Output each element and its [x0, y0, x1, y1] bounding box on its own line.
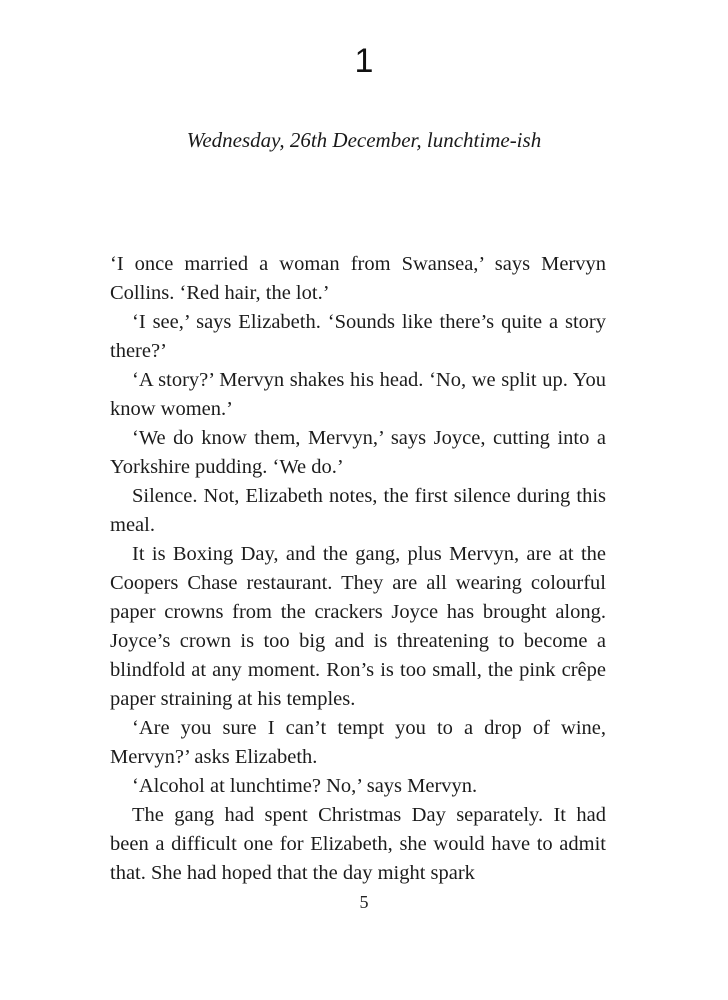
paragraph: ‘I see,’ says Elizabeth. ‘Sounds like there’s quite a story there?’: [110, 311, 606, 362]
chapter-number: 1: [354, 42, 374, 80]
paragraph: ‘I once married a woman from Swansea,’ says Mervyn Collins. ‘Red hair, the lot.’: [110, 253, 606, 304]
paragraph: ‘We do know them, Mervyn,’ says Joyce, cutting into a Yorkshire pudding. ‘We do.’: [110, 427, 606, 478]
paragraph: Silence. Not, Elizabeth notes, the first silence during this meal.: [110, 485, 606, 536]
body-text: [110, 250, 606, 888]
paragraph: The gang had spent Christmas Day separately. It had been a difficult one for Elizabeth, she would have to admit that. She had hoped that the day might spark: [110, 804, 606, 884]
paragraph: It is Boxing Day, and the gang, plus Mervyn, are at the Coopers Chase restaurant. They are all wearing colourful paper crowns from the crackers Joyce has brought along. Joyce’s crown is too big and is threatening to become a blindfold at any moment. Ron’s is too small, the pink crêpe paper straining at his temples.: [110, 543, 606, 710]
chapter-subtitle: Wednesday, 26th December, lunchtime-ish: [186, 128, 542, 152]
paragraph: ‘Are you sure I can’t tempt you to a drop of wine, Mervyn?’ asks Elizabeth.: [110, 717, 606, 768]
paragraph: ‘A story?’ Mervyn shakes his head. ‘No, we split up. You know women.’: [110, 369, 606, 420]
paragraph: ‘Alcohol at lunchtime? No,’ says Mervyn.: [132, 775, 478, 797]
page-number: 5: [359, 892, 369, 912]
